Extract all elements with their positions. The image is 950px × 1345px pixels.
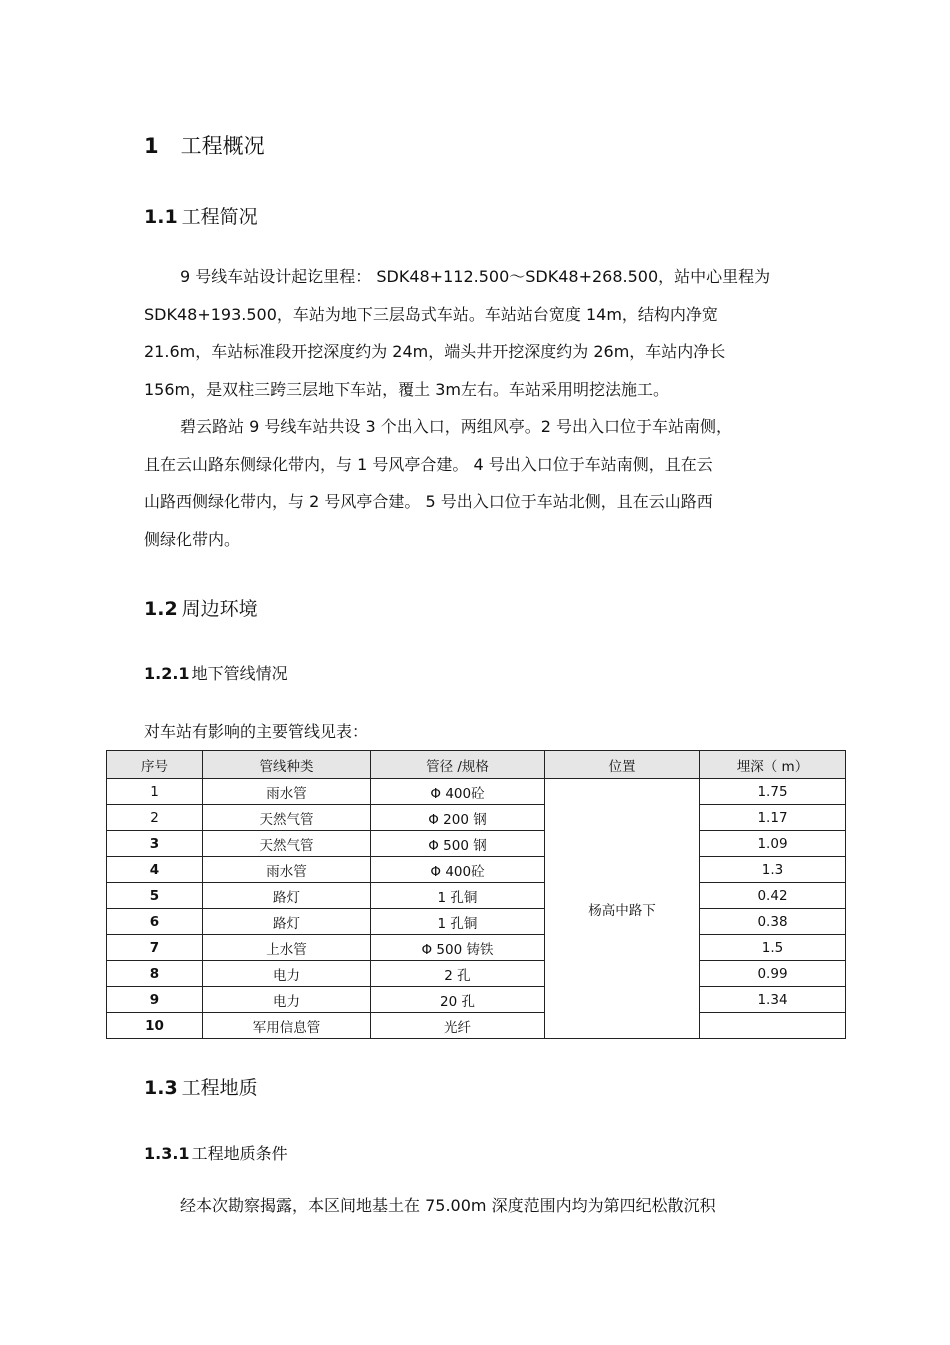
row-number: 5 [107, 883, 203, 909]
pipeline-table [106, 750, 846, 1039]
pipe-spec: Φ 500 铸铁 [371, 935, 545, 961]
pipe-spec: 光纤 [371, 1013, 545, 1039]
table-row [107, 935, 846, 961]
table-row [107, 857, 846, 883]
paragraph-line: 156m，是双柱三跨三层地下车站，覆土 3m左右。车站采用明挖法施工。 [144, 379, 669, 399]
section-title: 工程简况 [181, 206, 258, 228]
table-row [107, 1013, 846, 1039]
pipe-type: 上水管 [203, 935, 371, 961]
pipe-depth: 0.99 [700, 961, 846, 987]
table-caption: 对车站有影响的主要管线见表： [144, 722, 369, 741]
pipe-depth: 1.09 [700, 831, 846, 857]
pipe-spec: 2 孔 [371, 961, 545, 987]
header-cell: 埋深（ m） [700, 751, 846, 779]
subsection-heading-1-2-1 [144, 661, 288, 684]
paragraph-geology [144, 1187, 804, 1225]
table-row [107, 883, 846, 909]
paragraph-line: 侧绿化带内。 [144, 529, 241, 549]
row-number: 8 [107, 961, 203, 987]
section-number: 1.3 [144, 1077, 178, 1099]
section-heading-1-2 [144, 594, 258, 621]
subsection-heading-1-3-1 [144, 1141, 288, 1164]
table-row [107, 961, 846, 987]
pipe-type: 电力 [203, 961, 371, 987]
row-number: 3 [107, 831, 203, 857]
paragraph-line: 碧云路站 9 号线车站共设 3 个出入口，两组风亭。2 号出入口位于车站南侧， [180, 417, 732, 436]
table-row [107, 909, 846, 935]
row-number: 1 [107, 779, 203, 805]
pipe-type: 军用信息管 [203, 1013, 371, 1039]
pipe-type: 雨水管 [203, 779, 371, 805]
pipe-depth [700, 1013, 846, 1039]
row-number: 7 [107, 935, 203, 961]
section-heading-1-3 [144, 1073, 258, 1100]
header-cell: 序号 [107, 751, 203, 779]
subsection-number: 1.2.1 [144, 664, 190, 683]
section-number: 1.2 [144, 598, 178, 620]
header-cell: 管线种类 [203, 751, 371, 779]
pipe-depth: 0.38 [700, 909, 846, 935]
paragraph-line: 9 号线车站设计起讫里程： SDK48+112.500～SDK48+268.500，站中心里程为 [180, 267, 771, 286]
paragraph-overview [144, 258, 804, 408]
row-number: 4 [107, 857, 203, 883]
section-number: 1.1 [144, 206, 178, 228]
pipe-spec: Φ 400砼 [371, 857, 545, 883]
chapter-number: 1 [144, 134, 159, 158]
paragraph-line: 山路西侧绿化带内，与 2 号风亭合建。 5 号出入口位于车站北侧，且在云山路西 [144, 492, 713, 511]
pipe-depth: 1.34 [700, 987, 846, 1013]
pipe-type: 路灯 [203, 909, 371, 935]
pipe-spec: Φ 500 钢 [371, 831, 545, 857]
pipe-depth: 0.42 [700, 883, 846, 909]
pipe-spec: 20 孔 [371, 987, 545, 1013]
pipe-depth: 1.75 [700, 779, 846, 805]
header-cell: 位置 [545, 751, 700, 779]
chapter-heading [144, 130, 265, 160]
pipe-depth: 1.5 [700, 935, 846, 961]
paragraph-line: 且在云山路东侧绿化带内，与 1 号风亭合建。 4 号出入口位于车站南侧，且在云 [144, 454, 713, 474]
header-cell: 管径 /规格 [371, 751, 545, 779]
section-title: 周边环境 [181, 598, 258, 620]
subsection-number: 1.3.1 [144, 1144, 190, 1163]
paragraph-line: SDK48+193.500，车站为地下三层岛式车站。车站站台宽度 14m，结构内净宽 [144, 304, 718, 324]
row-number: 10 [107, 1013, 203, 1039]
pipe-type: 天然气管 [203, 831, 371, 857]
pipe-location: 杨高中路下 [545, 779, 700, 1039]
pipe-spec: 1 孔铜 [371, 883, 545, 909]
pipe-type: 天然气管 [203, 805, 371, 831]
table-row [107, 831, 846, 857]
table-row [107, 805, 846, 831]
pipe-spec: Φ 400砼 [371, 779, 545, 805]
table-row [107, 779, 846, 805]
chapter-title: 工程概况 [180, 134, 265, 158]
row-number: 2 [107, 805, 203, 831]
row-number: 6 [107, 909, 203, 935]
pipe-depth: 1.17 [700, 805, 846, 831]
pipe-type: 雨水管 [203, 857, 371, 883]
pipe-type: 路灯 [203, 883, 371, 909]
paragraph-line: 21.6m，车站标准段开挖深度约为 24m，端头井开挖深度约为 26m，车站内净长 [144, 342, 726, 361]
section-heading-1-1 [144, 202, 258, 229]
table-row [107, 987, 846, 1013]
section-title: 工程地质 [181, 1077, 258, 1099]
table-header-row [107, 751, 846, 779]
pipe-depth: 1.3 [700, 857, 846, 883]
subsection-title: 工程地质条件 [191, 1144, 288, 1163]
subsection-title: 地下管线情况 [191, 664, 288, 683]
paragraph-line: 经本次勘察揭露，本区间地基土在 75.00m 深度范围内均为第四纪松散沉积 [180, 1196, 716, 1215]
paragraph-entrances [144, 408, 804, 558]
pipe-spec: Φ 200 钢 [371, 805, 545, 831]
pipe-spec: 1 孔铜 [371, 909, 545, 935]
row-number: 9 [107, 987, 203, 1013]
pipe-type: 电力 [203, 987, 371, 1013]
